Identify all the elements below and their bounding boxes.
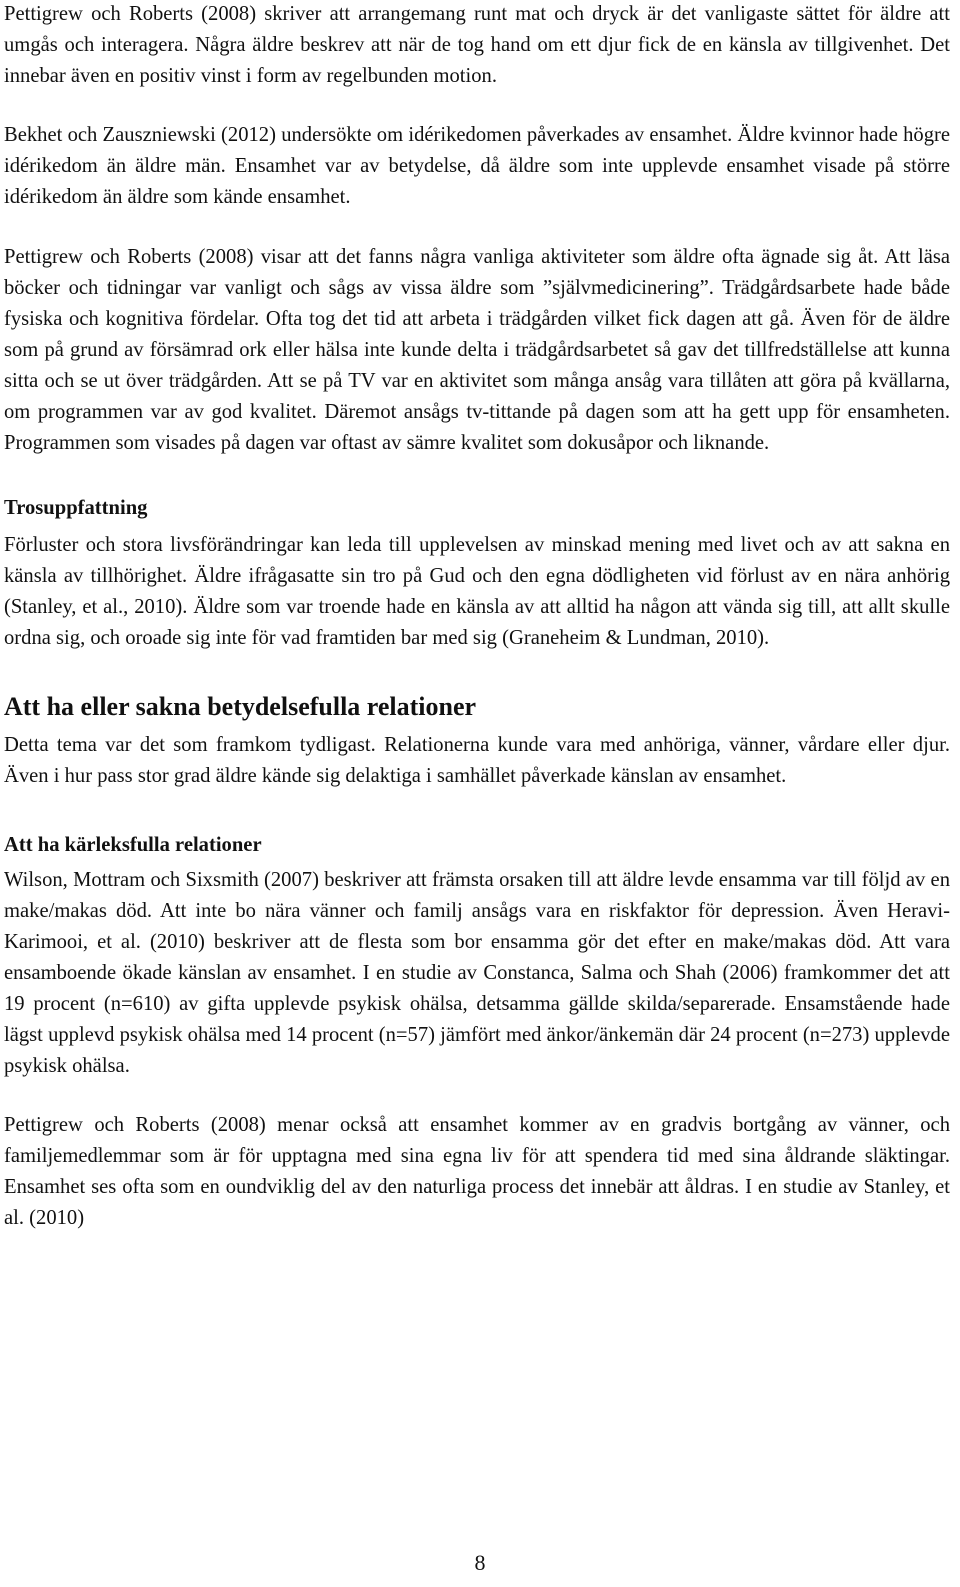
document-page <box>4 0 950 1234</box>
paragraph: Detta tema var det som framkom tydligast. Relationerna kunde vara med anhöriga, vänner, vårdare eller djur. Även i hur pass stor grad äldre kände sig delaktiga i samhället påverkade känslan av ensamhet. <box>4 734 950 787</box>
paragraph: Pettigrew och Roberts (2008) menar också att ensamhet kommer av en gradvis bortgång av vänner, och familjemedlemmar som är för upptagna med sina egna liv för att spendera tid med sina åldrande släktingar. Ensamhet ses ofta som en oundviklig del av den naturliga process det innebär att åldras. I en studie av Stanley, et al. (2010) <box>4 1114 950 1229</box>
section-heading-trosuppfattning: Trosuppfattning <box>4 497 148 519</box>
paragraph: Wilson, Mottram och Sixsmith (2007) beskriver att främsta orsaken till att äldre levde ensamma var till följd av en make/makas död. Att inte bo nära vänner och familj ansågs vara en riskfaktor för depression. Även Heravi-Karimooi, et al. (2010) beskriver att de flesta som bor ensamma gör det efter en make/makas död. Att vara ensamboende ökade känslan av ensamhet. I en studie av Constanca, Salma och Shah (2006) framkommer det att 19 procent (n=610) av gifta upplevde psykisk ohälsa, detsamma gällde skilda/separerade. Ensamstående hade lägst upplevd psykisk ohälsa med 14 procent (n=57) jämfört med änkor/änkemän där 24 procent (n=273) upplevde psykisk ohälsa. <box>4 869 950 1077</box>
section-heading-relationer: Att ha eller sakna betydelsefulla relationer <box>4 692 477 721</box>
paragraph: Pettigrew och Roberts (2008) visar att det fanns några vanliga aktiviteter som äldre ofta ägnade sig åt. Att läsa böcker och tidningar var vanligt och sågs av vissa äldre som ”självmedicinering”. Trädgårdsarbete hade både fysiska och kognitiva fördelar. Ofta tog det tid att arbeta i trädgården vilket fick dagen att gå. Även för de äldre som på grund av försämrad ork eller hälsa inte kunde delta i trädgårdsarbetet så gav det tillfredställelse att kunna sitta och se ut över trädgården. Att se på TV var en aktivitet som många ansåg vara tillåten att göra på kvällarna, om programmen var av god kvalitet. Däremot ansågs tv-tittande på dagen som att ha gett upp för ensamheten. Programmen som visades på dagen var oftast av sämre kvalitet som dokusåpor och liknande. <box>4 246 950 454</box>
section-heading-karleksfulla-relationer: Att ha kärleksfulla relationer <box>4 834 262 856</box>
paragraph: Bekhet och Zauszniewski (2012) undersökte om idérikedomen påverkades av ensamhet. Äldre kvinnor hade högre idérikedom än äldre män. Ensamhet var av betydelse, då äldre som inte upplevde ensamhet visade på större idérikedom än äldre som kände ensamhet. <box>4 124 950 208</box>
paragraph: Förluster och stora livsförändringar kan leda till upplevelsen av minskad mening med livet och av att sakna en känsla av tillhörighet. Äldre ifrågasatte sin tro på Gud och den egna dödligheten vid förlust av en nära anhörig (Stanley, et al., 2010). Äldre som var troende hade en känsla av att alltid ha någon att vända sig till, att allt skulle ordna sig, och oroade sig inte för vad framtiden bar med sig (Graneheim & Lundman, 2010). <box>4 534 950 649</box>
paragraph: Pettigrew och Roberts (2008) skriver att arrangemang runt mat och dryck är det vanligaste sättet för äldre att umgås och interagera. Några äldre beskrev att när de tog hand om ett djur fick de en känsla av tillgivenhet. Det innebar även en positiv vinst i form av regelbunden motion. <box>4 3 950 87</box>
page-number: 8 <box>474 1550 486 1575</box>
